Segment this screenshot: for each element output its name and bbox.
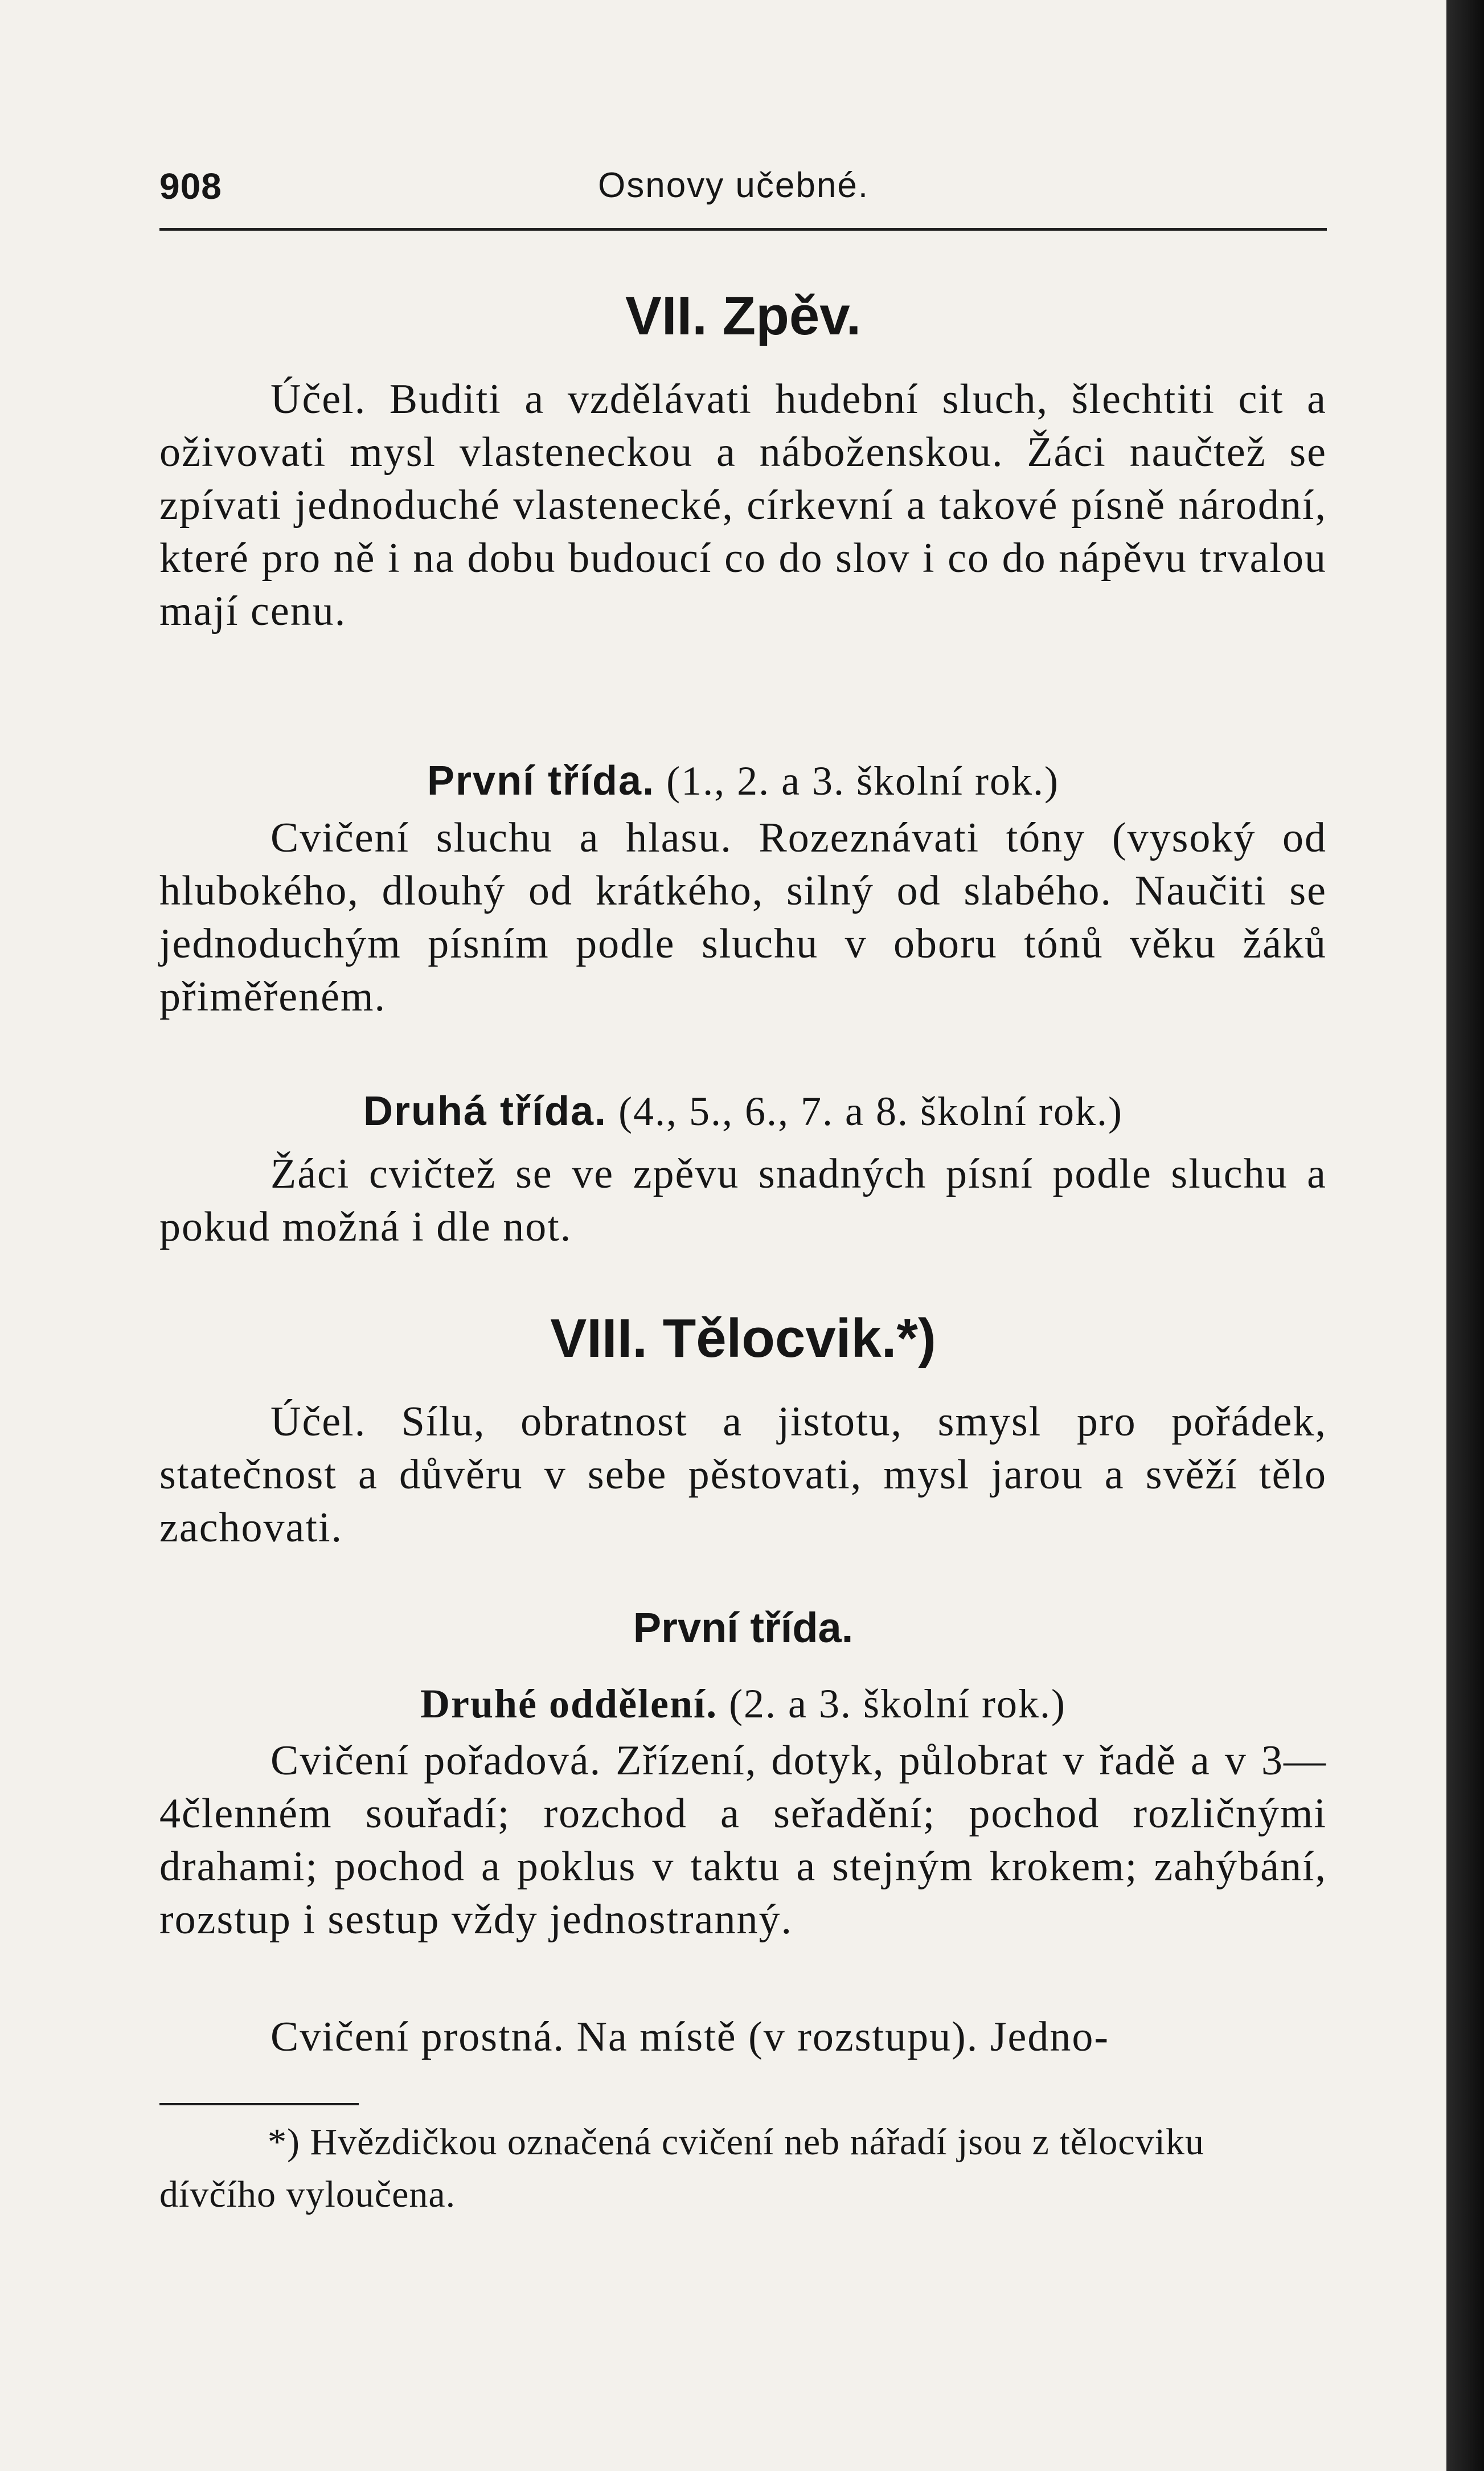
division-years: (2. a 3. školní rok.) — [729, 1681, 1066, 1727]
first-class-label: První třída. — [427, 758, 655, 804]
section-vii-first-class-heading — [159, 755, 1327, 808]
page-number: 908 — [159, 166, 222, 207]
section-title-vii: VII. Zpěv. — [625, 285, 862, 346]
division-label: Druhé oddělení. — [420, 1681, 718, 1727]
header-rule — [159, 228, 1327, 231]
page-edge-shadow — [1446, 0, 1484, 2471]
section-vii-purpose: Účel. Buditi a vzdělávati hudební sluch, šlechtiti cit a oživovati mysl vlasteneckou a náboženskou. Žáci naučtež se zpívati jednoduché vlastenecké, církevní a takové písně národní, které pro ně i na dobu budoucí co do slov i co do nápěvu trvalou mají cenu. — [159, 376, 1327, 635]
second-class-years: (4., 5., 6., 7. a 8. školní rok.) — [618, 1089, 1123, 1134]
second-class-label: Druhá třída. — [363, 1089, 608, 1134]
footnote-rule — [159, 2103, 359, 2105]
first-class-years: (1., 2. a 3. školní rok.) — [666, 758, 1060, 804]
footnote: *) Hvězdičkou označená cvičení neb nářadí jsou z tělocviku dívčího vyloučena. — [159, 2121, 1204, 2215]
section-viii-division-heading — [159, 1678, 1327, 1730]
section-vii-first-class-text: Cvičení sluchu a hlasu. Rozeznávati tóny (vysoký od hlubokého, dlouhý od krátkého, silný od slabého. Naučiti se jednoduchým písním podle sluchu v oboru tónů věku žáků přiměřeném. — [159, 815, 1327, 1020]
section-vii-second-class-text: Žáci cvičtež se ve zpěvu snadných písní podle sluchu a pokud možná i dle not. — [159, 1151, 1327, 1250]
page-header — [159, 165, 1327, 216]
section-title-viii: VIII. Tělocvik.*) — [550, 1308, 936, 1369]
section-vii-second-class-heading — [159, 1085, 1327, 1138]
section-viii-drills-text: Cvičení pořadová. Zřízení, dotyk, půlobrat v řadě a v 3—4členném souřadí; rozchod a seřadění; pochod rozličnými drahami; pochod a poklus v taktu a stejným krokem; zahýbání, rozstup i sestup vždy jednostranný. — [159, 1737, 1327, 1943]
section-viii-first-class-heading: První třída. — [633, 1604, 854, 1651]
section-viii-free-exercises-text: Cvičení prostná. Na místě (v rozstupu). Jedno- — [270, 2014, 1110, 2060]
section-viii-purpose: Účel. Sílu, obratnost a jistotu, smysl pro pořádek, statečnost a důvěru v sebe pěstovati, mysl jarou a svěží tělo zachovati. — [159, 1398, 1327, 1551]
running-title: Osnovy učebné. — [598, 166, 870, 205]
